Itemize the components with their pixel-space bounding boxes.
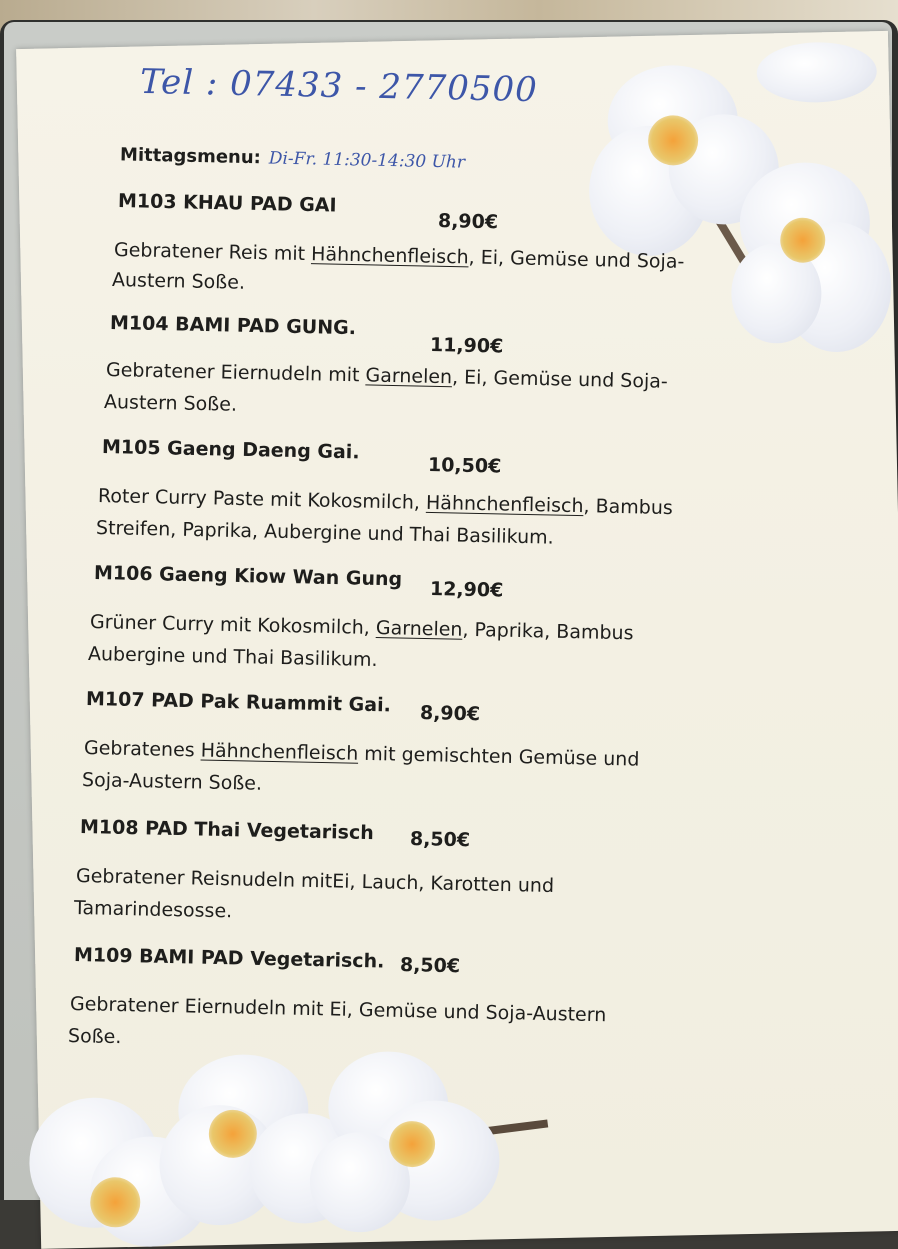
dish-desc-m105-line2: Streifen, Paprika, Aubergine und Thai Basilikum. xyxy=(96,514,554,553)
desc-text: , Ei, Gemüse und Soja- xyxy=(468,246,684,273)
desc-underlined: Garnelen xyxy=(376,617,463,641)
desc-underlined: Garnelen xyxy=(365,364,452,388)
dish-price-m106: 12,90€ xyxy=(430,578,504,602)
mittag-hours-handwritten: Di-Fr. 11:30-14:30 Uhr xyxy=(269,149,466,173)
dish-title-m103: M103 KHAU PAD GAI xyxy=(118,190,337,217)
dish-price-m108: 8,50€ xyxy=(410,828,471,851)
dish-price-m105: 10,50€ xyxy=(428,454,502,478)
dish-desc-m108-line2: Tamarindesosse. xyxy=(74,894,233,926)
desc-text: Gebratener Eiernudeln mit Ei, Gemüse und Soja-Austern xyxy=(70,993,607,1026)
desc-text: Gebratenes xyxy=(84,737,201,761)
dish-desc-m103-line2: Austern Soße. xyxy=(112,266,246,298)
desc-text: Gebratener Eiernudeln mit xyxy=(106,359,366,386)
handwritten-phone: Tel : 07433 - 2770500 xyxy=(140,62,539,110)
dish-title-m105: M105 Gaeng Daeng Gai. xyxy=(102,436,360,463)
desc-underlined: Hähnchenfleisch xyxy=(201,739,359,764)
dish-price-m104: 11,90€ xyxy=(430,334,504,358)
dish-title-m109: M109 BAMI PAD Vegetarisch. xyxy=(74,944,385,972)
dish-desc-m104-line2: Austern Soße. xyxy=(104,388,238,420)
desc-text: , Ei, Gemüse und Soja- xyxy=(452,366,668,393)
desc-text: Gebratener Reisnudeln mitEi, Lauch, Karotten und xyxy=(76,865,554,897)
desc-text: mit gemischten Gemüse und xyxy=(358,743,640,771)
dish-desc-m106-line2: Aubergine und Thai Basilikum. xyxy=(88,640,378,675)
desc-text: Gebratener Reis mit xyxy=(114,239,312,265)
dish-title-m106: M106 Gaeng Kiow Wan Gung xyxy=(94,562,403,590)
desc-underlined: Hähnchenfleisch xyxy=(311,243,469,268)
dish-price-m109: 8,50€ xyxy=(400,954,461,977)
dish-title-m108: M108 PAD Thai Vegetarisch xyxy=(80,816,374,844)
mittag-heading xyxy=(120,144,465,172)
dish-desc-m109-line1 xyxy=(70,990,607,1030)
dish-title-m104: M104 BAMI PAD GUNG. xyxy=(110,312,356,339)
dish-price-m107: 8,90€ xyxy=(420,702,481,725)
desc-text: Roter Curry Paste mit Kokosmilch, xyxy=(98,485,426,514)
desc-underlined: Hähnchenfleisch xyxy=(426,492,584,517)
desc-text: Grüner Curry mit Kokosmilch, xyxy=(90,611,376,639)
dish-desc-m109-line2: Soße. xyxy=(68,1022,122,1052)
dish-desc-m107-line2: Soja-Austern Soße. xyxy=(82,766,263,799)
dish-title-m107: M107 PAD Pak Ruammit Gai. xyxy=(86,688,391,716)
desc-text: , Bambus xyxy=(583,495,673,519)
desc-text: , Paprika, Bambus xyxy=(462,619,633,645)
mittag-label: Mittagsmenu: xyxy=(120,144,261,168)
dish-price-m103: 8,90€ xyxy=(438,210,499,233)
